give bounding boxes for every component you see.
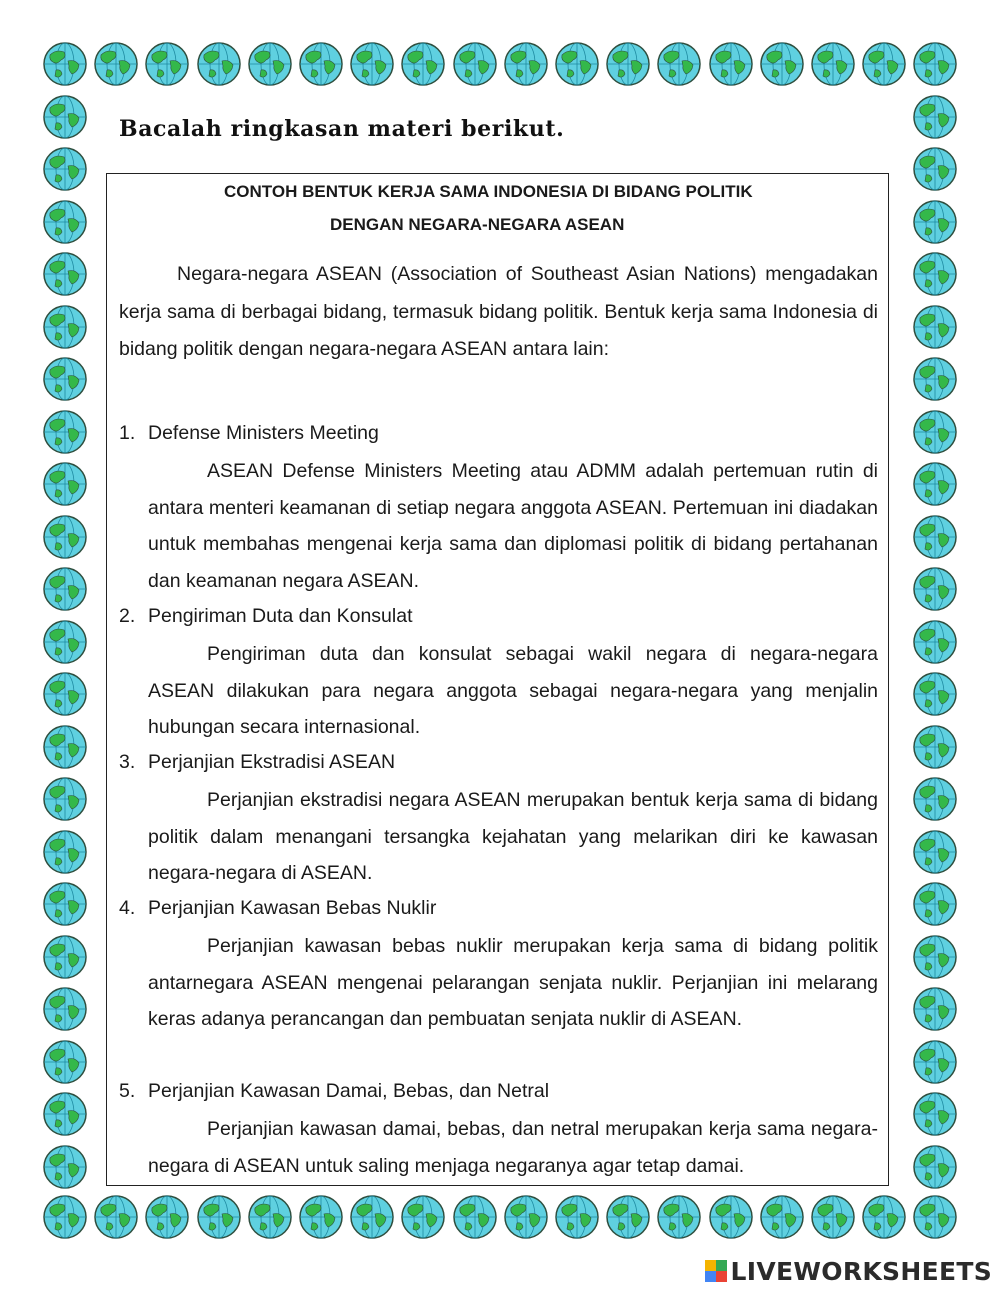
globe-icon: [42, 356, 88, 402]
item-number: 1.: [119, 422, 136, 444]
item-heading: [119, 605, 413, 628]
item-number: 4.: [119, 897, 136, 919]
globe-icon: [42, 619, 88, 665]
globe-icon: [42, 304, 88, 350]
globe-icon: [708, 1194, 754, 1240]
globe-icon: [605, 41, 651, 87]
globe-icon: [144, 1194, 190, 1240]
item-body-text: ASEAN Defense Ministers Meeting atau ADMM adalah pertemuan rutin di antara menteri keamanan di setiap negara anggota ASEAN. Pertemuan ini diadakan untuk membahas mengenai kerja sama dan diplomasi politik di bidang pertahanan dan keamanan negara ASEAN.: [148, 460, 878, 592]
globe-icon: [298, 41, 344, 87]
globe-icon: [912, 671, 958, 717]
globe-icon: [349, 41, 395, 87]
item-title: Perjanjian Kawasan Damai, Bebas, dan Netral: [148, 1080, 550, 1102]
globe-icon: [759, 1194, 805, 1240]
globe-icon: [708, 41, 754, 87]
instruction-text: Bacalah ringkasan materi berikut.: [119, 116, 565, 142]
globe-icon: [247, 41, 293, 87]
item-title: Perjanjian Ekstradisi ASEAN: [148, 751, 396, 773]
globe-icon: [810, 41, 856, 87]
globe-icon: [912, 986, 958, 1032]
title-line-2: DENGAN NEGARA-NEGARA ASEAN: [330, 215, 625, 234]
globe-icon: [196, 1194, 242, 1240]
globe-icon: [605, 1194, 651, 1240]
liveworksheets-logo[interactable]: [705, 1256, 992, 1286]
globe-icon: [42, 251, 88, 297]
item-body-text: Perjanjian kawasan bebas nuklir merupakan kerja sama di bidang politik antarnegara ASEAN mengenai pelarangan senjata nuklir. Perjanjian ini melarang keras adanya perancangan dan pembuatan senjata nuklir di ASEAN.: [148, 935, 878, 1030]
globe-icon: [912, 41, 958, 87]
globe-icon: [42, 199, 88, 245]
item-heading: [119, 897, 436, 920]
globe-icon: [42, 776, 88, 822]
globe-icon: [912, 199, 958, 245]
globe-icon: [298, 1194, 344, 1240]
globe-icon: [247, 1194, 293, 1240]
globe-icon: [912, 409, 958, 455]
globe-icon: [656, 1194, 702, 1240]
globe-icon: [42, 1091, 88, 1137]
globe-icon: [912, 934, 958, 980]
intro-text: Negara-negara ASEAN (Association of Southeast Asian Nations) mengadakan kerja sama di berbagai bidang, termasuk bidang politik. Bentuk kerja sama Indonesia di bidang politik dengan negara-negara ASEAN antara lain:: [119, 263, 878, 360]
globe-icon: [42, 1194, 88, 1240]
item-heading: [119, 751, 395, 774]
item-number: 5.: [119, 1080, 136, 1102]
globe-icon: [349, 1194, 395, 1240]
title-line-1: CONTOH BENTUK KERJA SAMA INDONESIA DI BIDANG POLITIK: [224, 182, 753, 201]
globe-icon: [861, 1194, 907, 1240]
item-body: [148, 782, 878, 892]
globe-icon: [912, 881, 958, 927]
item-heading: [119, 422, 379, 445]
globe-icon: [42, 566, 88, 612]
globe-icon: [912, 1091, 958, 1137]
globe-icon: [912, 1039, 958, 1085]
item-title: Perjanjian Kawasan Bebas Nuklir: [148, 897, 437, 919]
globe-icon: [400, 1194, 446, 1240]
item-body-text: Perjanjian kawasan damai, bebas, dan netral merupakan kerja sama negara-negara di ASEAN untuk saling menjaga negaranya agar tetap damai.: [148, 1118, 878, 1177]
item-body-text: Perjanjian ekstradisi negara ASEAN merupakan bentuk kerja sama di bidang politik dalam menangani tersangka kejahatan yang melarikan diri ke kawasan negara-negara di ASEAN.: [148, 789, 878, 884]
globe-icon: [93, 1194, 139, 1240]
globe-icon: [912, 356, 958, 402]
globe-icon: [144, 41, 190, 87]
globe-icon: [42, 461, 88, 507]
item-body-text: Pengiriman duta dan konsulat sebagai wakil negara di negara-negara ASEAN dilakukan para negara anggota sebagai negara-negara yang menjalin hubungan secara internasional.: [148, 643, 878, 738]
globe-icon: [554, 41, 600, 87]
globe-icon: [42, 146, 88, 192]
globe-icon: [554, 1194, 600, 1240]
globe-icon: [503, 41, 549, 87]
globe-icon: [42, 724, 88, 770]
globe-icon: [912, 776, 958, 822]
globe-icon: [912, 724, 958, 770]
globe-icon: [42, 94, 88, 140]
item-title: Pengiriman Duta dan Konsulat: [148, 605, 413, 627]
globe-icon: [42, 986, 88, 1032]
globe-icon: [42, 671, 88, 717]
globe-icon: [810, 1194, 856, 1240]
globe-icon: [912, 304, 958, 350]
globe-icon: [912, 619, 958, 665]
item-body: [148, 453, 878, 599]
item-body: [148, 636, 878, 746]
globe-icon: [912, 1144, 958, 1190]
globe-icon: [503, 1194, 549, 1240]
globe-icon: [912, 251, 958, 297]
liveworksheets-logo-icon: [705, 1260, 727, 1282]
globe-icon: [912, 829, 958, 875]
globe-icon: [400, 41, 446, 87]
item-number: 2.: [119, 605, 136, 627]
intro-paragraph: [119, 256, 878, 369]
item-heading: [119, 1080, 549, 1103]
item-title: Defense Ministers Meeting: [148, 422, 379, 444]
item-number: 3.: [119, 751, 136, 773]
globe-icon: [93, 41, 139, 87]
globe-icon: [196, 41, 242, 87]
globe-icon: [452, 1194, 498, 1240]
globe-icon: [42, 1144, 88, 1190]
globe-icon: [912, 566, 958, 612]
globe-icon: [42, 1039, 88, 1085]
globe-icon: [912, 94, 958, 140]
globe-icon: [42, 514, 88, 560]
globe-icon: [42, 934, 88, 980]
globe-icon: [452, 41, 498, 87]
globe-icon: [861, 41, 907, 87]
globe-icon: [42, 409, 88, 455]
globe-icon: [42, 41, 88, 87]
item-body: [148, 928, 878, 1038]
globe-icon: [759, 41, 805, 87]
globe-icon: [912, 1194, 958, 1240]
globe-icon: [42, 881, 88, 927]
item-body: [148, 1111, 878, 1184]
globe-icon: [912, 461, 958, 507]
globe-icon: [656, 41, 702, 87]
globe-icon: [912, 146, 958, 192]
globe-icon: [42, 829, 88, 875]
globe-icon: [912, 514, 958, 560]
logo-text: LIVEWORKSHEETS: [730, 1256, 992, 1286]
